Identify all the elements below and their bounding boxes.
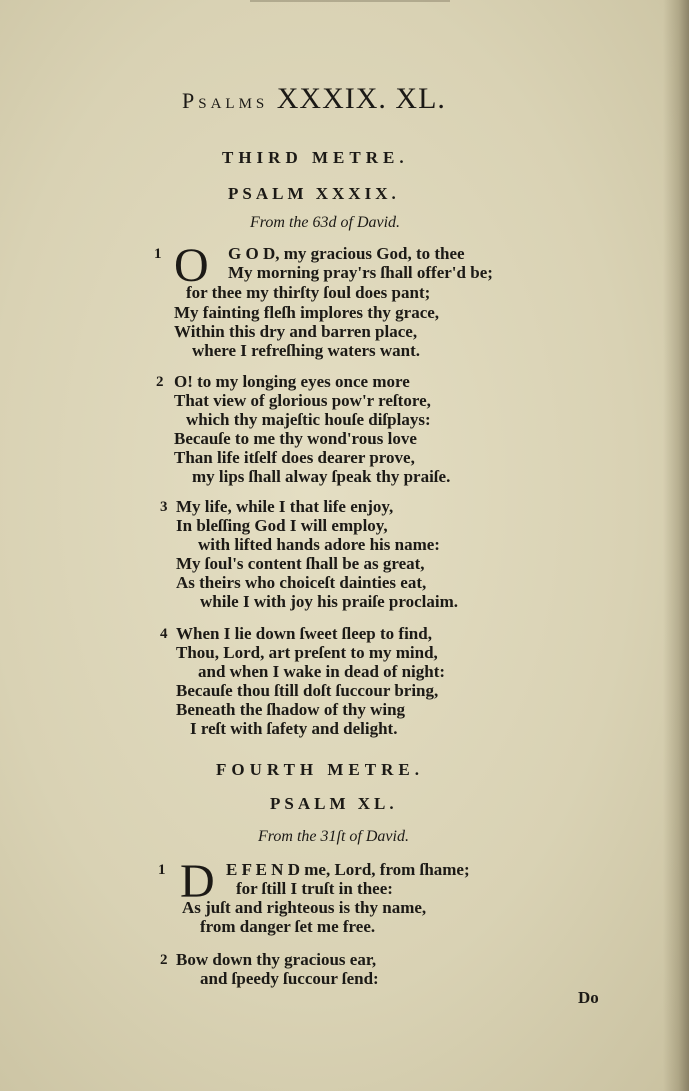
stanza-number: 4 xyxy=(160,626,168,642)
verse-line: for ſtill I truſt in thee: xyxy=(236,879,393,898)
verse-line: My morning pray'rs ſhall offer'd be; xyxy=(228,263,493,282)
verse-line: from danger ſet me free. xyxy=(200,917,376,936)
psalm-heading-xxxix: PSALM XXXIX. xyxy=(228,184,400,203)
stanza-number: 2 xyxy=(156,374,164,390)
verse-line: When I lie down ſweet ſleep to find, xyxy=(176,624,432,643)
psalm-heading-xl: PSALM XL. xyxy=(270,794,398,813)
verse-line: My ſoul's content ſhall be as great, xyxy=(176,554,425,573)
top-edge-shadow xyxy=(250,0,450,2)
verse-line: My fainting fleſh implores thy grace, xyxy=(174,303,440,322)
verse-line: G O D, my gracious God, to thee xyxy=(228,244,465,263)
verse-line: Beneath the ſhadow of thy wing xyxy=(176,700,406,719)
stanza-number: 2 xyxy=(160,952,168,968)
verse-line: O! to my longing eyes once more xyxy=(174,372,410,391)
verse-line: which thy majeſtic houſe diſplays: xyxy=(186,410,431,429)
verse-line: Becauſe to me thy wond'rous love xyxy=(174,429,417,448)
drop-cap-D: D xyxy=(180,855,215,908)
metre-heading-fourth: FOURTH METRE. xyxy=(216,760,424,779)
psalm-source-31: From the 31ſt of David. xyxy=(258,828,409,845)
verse-line: E F E N D me, Lord, from ſhame; xyxy=(226,860,470,879)
verse-line: As juſt and righteous is thy name, xyxy=(182,898,427,917)
verse-line: with lifted hands adore his name: xyxy=(198,535,440,554)
verse-line: My life, while I that life enjoy, xyxy=(176,497,394,516)
verse-line: That view of glorious pow'r reſtore, xyxy=(174,391,431,410)
catchword: Do xyxy=(578,988,599,1007)
running-head xyxy=(182,82,446,116)
verse-line: As theirs who choiceſt dainties eat, xyxy=(176,573,427,592)
verse-line: and ſpeedy ſuccour ſend: xyxy=(200,969,379,988)
page-edge-shadow xyxy=(663,0,689,1091)
stanza-number: 3 xyxy=(160,499,168,515)
verse-line: while I with joy his praiſe proclaim. xyxy=(200,592,458,611)
verse-line: where I refreſhing waters want. xyxy=(192,341,421,360)
psalm-source-63: From the 63d of David. xyxy=(250,214,401,231)
verse-line: my lips ſhall alway ſpeak thy praiſe. xyxy=(192,467,451,486)
stanza-number: 1 xyxy=(154,246,162,262)
metre-heading-third: THIRD METRE. xyxy=(222,148,409,167)
stanza-number: 1 xyxy=(158,862,166,878)
verse-line: Bow down thy gracious ear, xyxy=(176,950,377,969)
verse-line: Becauſe thou ſtill doſt ſuccour bring, xyxy=(176,681,439,700)
verse-line: and when I wake in dead of night: xyxy=(198,662,446,681)
verse-line: for thee my thirſty ſoul does pant; xyxy=(186,283,431,302)
verse-line: I reſt with ſafety and delight. xyxy=(190,719,398,738)
drop-cap-O: O xyxy=(174,239,209,292)
running-head-smallcaps: Psalms xyxy=(182,88,269,113)
running-head-numerals: XXXIX. XL. xyxy=(276,82,446,115)
verse-line: In bleſſing God I will employ, xyxy=(176,516,388,535)
verse-line: Than life itſelf does dearer prove, xyxy=(174,448,415,467)
verse-line: Thou, Lord, art preſent to my mind, xyxy=(176,643,438,662)
verse-line: Within this dry and barren place, xyxy=(174,322,418,341)
